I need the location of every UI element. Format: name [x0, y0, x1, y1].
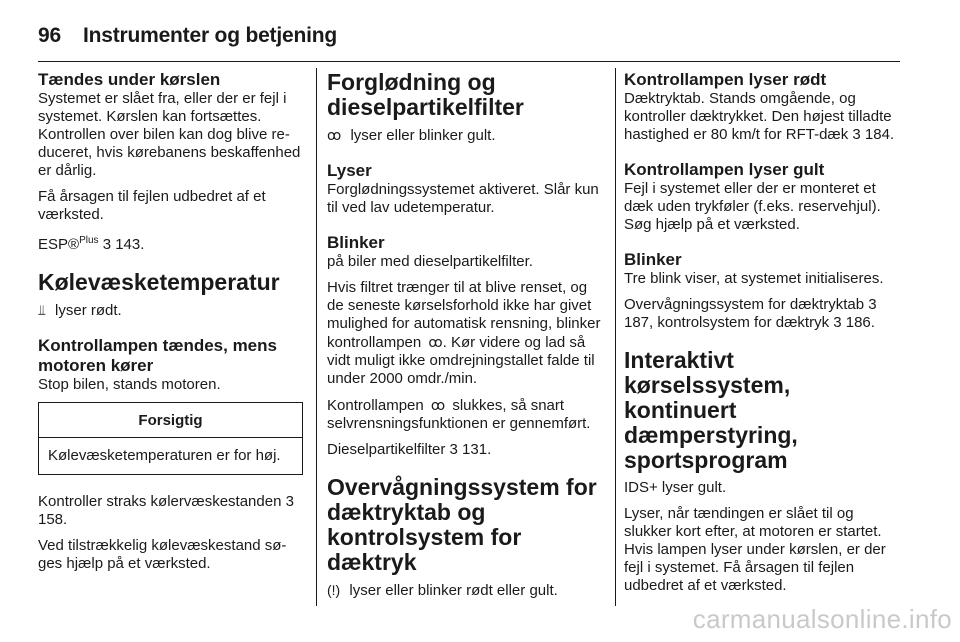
esp-reference: ESP®$^{Plus}$ 3 143. [38, 235, 145, 253]
paragraph: Lyser, når tændingen er slået til og slukker kort efter, at motoren er startet. Hvis lampen lyser under kørslen, er der fejl i systemet. Få årsagen til fejlen udbedret af et værksted. [624, 505, 886, 594]
column-2: Forglødning og dieselpartikelfilter ꝏ lyser eller blinker gult. Lyser Forglødningssystemet aktiveret. Slår kun til ved lav udetemperatur. Blinker på biler med dieselpartikelfilter. Hvis filtret trænger til at blive renset, og de seneste kørselsforhold ikke har givet mulighed for automatisk rensning, blinker kontrollampen ꝏ. Kør videre og lad så vidt muligt ikke omdrejningstallet falde til under 2000 omdr./min. Kontrollampen ꝏ slukkes, så snart selvrensningsfunktionen er gennemført. Dieselpartikelfilter 3 131. Overvågningssystem for dæktryktab og kontrolsystem for dæktryk (!) lyser eller blinker rødt eller gult. [327, 70, 606, 630]
caution-body: Kølevæsketemperaturen er for høj. [48, 447, 281, 464]
heading-blinker: Blinker [624, 250, 682, 269]
cross-reference: 3 143. [102, 236, 145, 253]
paragraph: Tre blink viser, at systemet initialiseres. [624, 270, 884, 287]
heading-lyser: Lyser [327, 161, 372, 180]
paragraph: Systemet er slået fra, eller der er fejl i systemet. Kørslen kan fortsættes. Kontrollen over bilen kan dog blive reduceret, hvis kørebanens beskaffenhed er dårlig. [38, 90, 301, 179]
heading-kontrollampen-lyser-gult: Kontrollampen lyser gult [624, 160, 825, 179]
paragraph: Kontroller straks kølervæskestanden 3 158. [38, 493, 294, 528]
heading-kontrollampen-lyser-rodt: Kontrollampen lyser rødt [624, 70, 827, 89]
heading-blinker: Blinker [327, 233, 385, 252]
paragraph: på biler med dieselpartikelfilter. [327, 253, 533, 270]
heading-forglodning: Forglødning og dieselpartikelfilter [327, 69, 524, 120]
cross-reference: Dieselpartikelfilter 3 131. [327, 441, 492, 458]
coolant-temperature-icon: ⫫ [38, 302, 46, 318]
paragraph: Fejl i systemet eller der er monteret et dæk uden trykføler (f.eks. reservehjul). Søg hjælp på et værksted. [624, 180, 881, 233]
page-number: 96 [38, 24, 61, 47]
paragraph: Få årsagen til fejlen udbedret af et værksted. [38, 188, 266, 223]
heading-taendes-under-korslen: Tændes under kørslen [38, 70, 221, 89]
heading-kolevaesketemperatur: Kølevæsketemperatur [38, 269, 280, 295]
glow-plug-icon: ꝏ [327, 127, 342, 143]
watermark: carmanualsonline.info [692, 604, 952, 634]
page-header [38, 14, 910, 58]
heading-kontrollampen-taendes: Kontrollampen tændes, mens motoren kører [38, 336, 277, 375]
paragraph: Ved tilstrækkelig kølevæskestand søges hjælp på et værksted. [38, 537, 287, 572]
column-divider-2 [615, 68, 616, 606]
column-3 [624, 70, 904, 630]
heading-overvagningssystem: Overvågningssystem for dæktryktab og kontrolsystem for dæktryk [327, 474, 597, 575]
paragraph: Hvis filtret trænger til at blive renset, og de seneste kørselsforhold ikke har givet mulighed for automatisk rensning, blinker kontrollampen ꝏ. Kør videre og lad så vidt muligt ikke omdrejningstallet falde til under 2000 omdr./min. [327, 279, 601, 387]
paragraph: Dæktryktab. Stands omgående, og kontroller dæktrykket. Den højest tilladte hastighed er 80 km/t for RFT-dæk 3 184. [624, 90, 895, 143]
paragraph: Kontrollampen ꝏ slukkes, så snart selvrensningsfunktionen er gennemført. [327, 397, 591, 432]
glow-plug-icon: ꝏ [430, 397, 446, 413]
tyre-pressure-icon: (!) [327, 582, 341, 598]
paragraph: IDS+ lyser gult. [624, 479, 727, 496]
column-1: Tændes under kørslen Systemet er slået fra, eller der er fejl i systemet. Kørslen kan fortsættes. Kontrollen over bilen kan dog blive reduceret, hvis kørebanens beskaffenhed er dårlig. Få årsagen til fejlen udbedret af et værksted. ESP®$^{Plus}$ 3 143. Kølevæsketemperatur ⫫ lyser rødt. Kontrollampen tændes, mens motoren kører Stop bilen, stands motoren. Forsigtig Kølevæsketemperaturen er for høj. Kontroller straks kølervæskestanden 3 158. Ved tilstrækkelig kølevæskestand søges hjælp på et værksted. [38, 70, 303, 630]
heading-interaktivt-korselssystem: Interaktivt kørselssystem, kontinuert dæmperstyring, sportsprogram [624, 347, 798, 473]
glow-plug-icon: ꝏ [428, 334, 443, 350]
paragraph: Stop bilen, stands motoren. [38, 376, 221, 393]
caution-title: Forsigtig [39, 403, 302, 438]
page-title: Instrumenter og betjening [82, 24, 337, 47]
column-divider-1 [316, 68, 317, 606]
caution-box [38, 402, 303, 475]
paragraph: Forglødningssystemet aktiveret. Slår kun til ved lav udetemperatur. [327, 181, 599, 216]
header-rule [38, 61, 900, 62]
cross-reference: Overvågningssystem for dæktryktab 3 187, kontrolsystem for dæktryk 3 186. [624, 296, 877, 331]
